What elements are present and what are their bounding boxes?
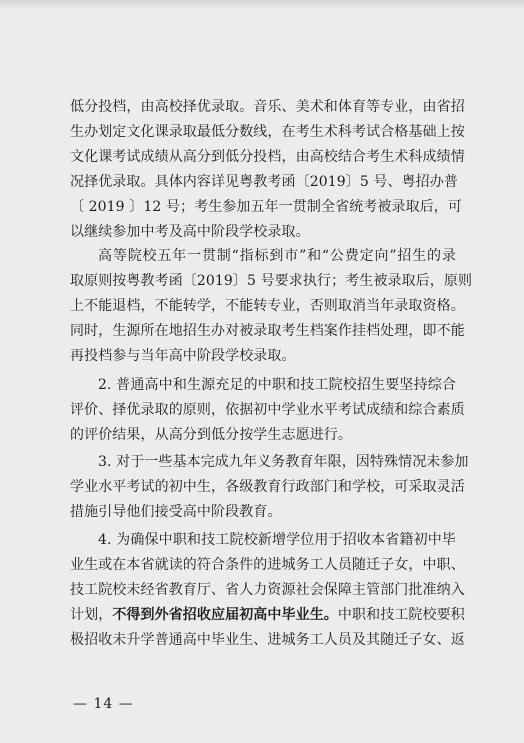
paragraph-line: 高等院校五年一贯制“指标到市”和“公费定向”招生的录: [98, 248, 456, 264]
paragraph-line: 3. 对于一些基本完成九年义务教育年限，因特殊情况未参加: [98, 454, 469, 470]
paragraph-line: 学业水平考试的初中生，各级教育行政部门和学校，可采取灵活: [70, 479, 465, 495]
paragraph-line: 业生或在本省就读的符合条件的进城务工人员随迁子女，中职、: [70, 557, 465, 573]
paragraph-line: 评价、择优录取的原则，依据初中学业水平考试成绩和综合素质: [70, 402, 465, 418]
paragraph-line: 再投档参与当年高中阶段学校录取。: [70, 348, 296, 364]
paragraph-line: 上不能退档，不能转学，不能转专业，否则取消当年录取资格。: [70, 298, 465, 314]
paragraph-line: 措施引导他们接受高中阶段教育。: [70, 504, 282, 520]
paragraph-line: 2. 普通高中和生源充足的中职和技工院校招生要坚持综合: [98, 377, 456, 393]
paragraph-line: 4. 为确保中职和技工院校新增学位用于招收本省籍初中毕: [98, 532, 456, 548]
bold-emphasis-text: 不得到外省招收应届初高中毕业生。: [112, 607, 338, 623]
paragraph-line: 取原则按粤教考函〔2019〕5 号要求执行；考生被录取后，原则: [70, 273, 473, 289]
paragraph-line: [70, 605, 465, 625]
paragraph-line: 文化课考试成绩从高分到低分投档，由高校结合考生术科成绩情: [70, 149, 465, 165]
paragraph-line: 生办划定文化课录取最低分数线，在考生术科考试合格基础上按: [70, 124, 465, 140]
paragraph-line: 同时，生源所在地招生办对被录取考生档案作挂档处理，即不能: [70, 323, 465, 339]
paragraph-line: 的评价结果，从高分到低分按学生志愿进行。: [70, 427, 352, 443]
paragraph-line: 〔 2019 〕12 号；考生参加五年一贯制全省统考被录取后，可: [70, 199, 462, 215]
text-segment: 计划，: [70, 607, 113, 623]
paragraph-line: 技工院校未经省教育厅、省人力资源社会保障主管部门批准纳入: [70, 582, 465, 598]
text-segment: 中职和技工院校要积: [337, 607, 465, 623]
paragraph-line: 以继续参加中考及高中阶段学校录取。: [70, 224, 310, 240]
page-number: — 14 —: [73, 696, 134, 712]
paragraph-line: 低分投档，由高校择优录取。音乐、美术和体育等专业，由省招: [70, 99, 465, 115]
paragraph-line: 极招收未升学普通高中毕业生、进城务工人员及其随迁子女、返: [70, 632, 465, 648]
paragraph-line: 况择优录取。具体内容详见粤教考函〔2019〕5 号、粤招办普: [70, 174, 458, 190]
